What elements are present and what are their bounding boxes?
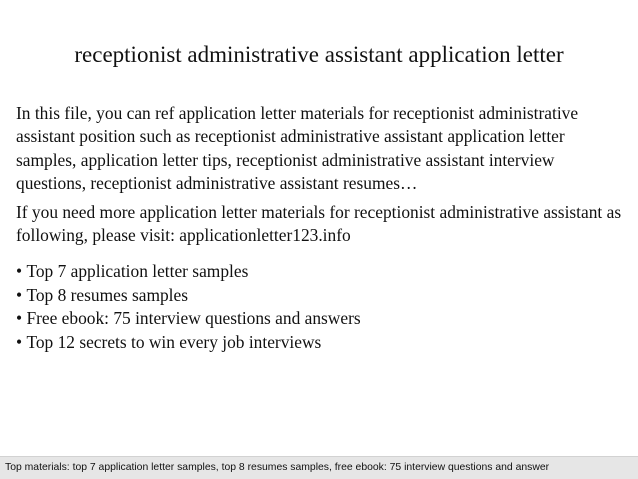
list-item: • Free ebook: 75 interview questions and answers <box>16 307 626 331</box>
list-item: • Top 12 secrets to win every job interviews <box>16 331 626 355</box>
page-title: receptionist administrative assistant application letter <box>74 42 564 67</box>
footer-bar <box>0 456 638 479</box>
more-materials-paragraph: If you need more application letter materials for receptionist administrative assistant as following, please visit: applicationletter123.info <box>16 202 622 246</box>
list-item: • Top 8 resumes samples <box>16 284 626 308</box>
materials-list <box>16 260 626 354</box>
list-item: • Top 7 application letter samples <box>16 260 626 284</box>
intro-paragraph: In this file, you can ref application letter materials for receptionist administrative assistant position such as receptionist administrative assistant application letter samples, application letter tips, receptionist administrative assistant interview questions, receptionist administrative assistant resumes… <box>16 103 579 194</box>
footer-text: Top materials: top 7 application letter samples, top 8 resumes samples, free ebook: 75 interview questions and answer <box>5 462 550 473</box>
